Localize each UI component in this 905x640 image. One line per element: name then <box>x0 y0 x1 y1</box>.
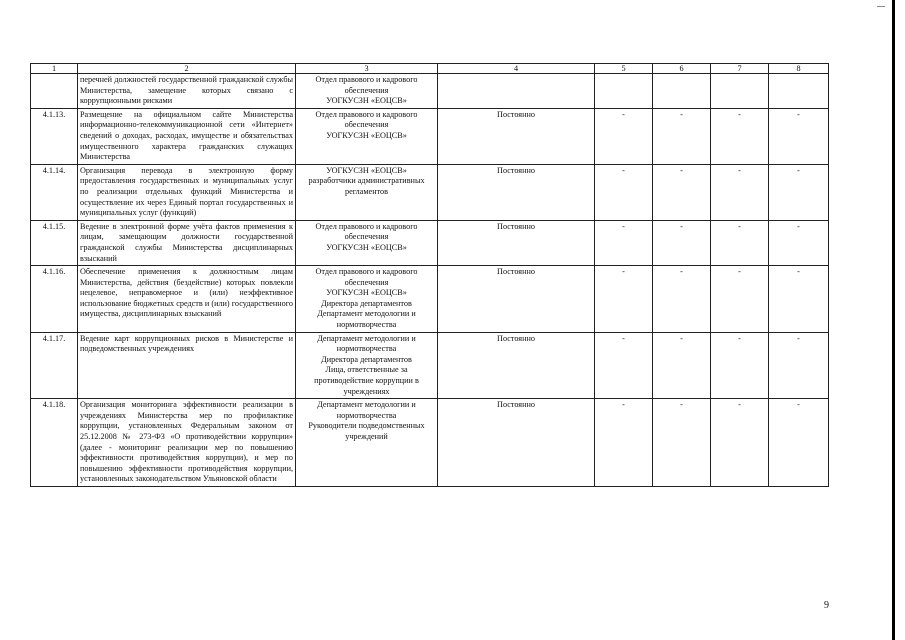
responsible-cell <box>296 332 438 399</box>
table-row <box>31 108 829 164</box>
value-cell-c6: - <box>653 399 711 487</box>
value-cell-c5: - <box>595 220 653 265</box>
item-number-cell: 4.1.16. <box>31 266 78 333</box>
measure-text-cell: Размещение на официальном сайте Министерства информационно-телекоммуникационной сети «Интернет» сведений о доходах, расходах, имуществе и обязательствах имущественного характера гражданских служащих Министерства <box>78 108 296 164</box>
value-cell-c7: - <box>711 399 769 487</box>
term-cell: Постоянно <box>438 266 595 333</box>
value-cell-c6: - <box>653 332 711 399</box>
responsible-line: УОГКУСЗН «ЕОЦСВ» <box>326 130 407 140</box>
page-edge-line <box>892 0 895 640</box>
value-cell-c6: - <box>653 108 711 164</box>
responsible-line: УОГКУСЗН «ЕОЦСВ» <box>326 96 407 106</box>
term-cell: Постоянно <box>438 108 595 164</box>
responsible-line: Отдел правового и кадрового обеспечения <box>315 75 418 95</box>
header-cell: 7 <box>711 64 769 74</box>
header-cell: 2 <box>78 64 296 74</box>
value-cell-c7: - <box>711 332 769 399</box>
measure-text-cell: Организация мониторинга эффективности реализации в учреждениях Министерства мер по профилактике коррупции, установленных Федеральным законом от 25.12.2008 № 273-ФЗ «О противодействии коррупции» (далее - мониторинг реализации мер по повышению эффективности противодействия коррупции), и мер по повышению эффективности противодействия коррупции, установленных законодательством Ульяновской области <box>78 399 296 487</box>
responsible-line: УОГКУСЗН «ЕОЦСВ» <box>326 165 407 175</box>
table-row <box>31 266 829 333</box>
responsible-line: Директора департаментов <box>321 354 412 364</box>
measure-text-cell: Организация перевода в электронную форму предоставления государственных и муниципальных услуг по реализации отдельных функций Министерства и осуществление их через Единый портал государственных и муниципальных услуг (функций) <box>78 164 296 220</box>
value-cell-c8 <box>769 74 829 109</box>
responsible-line: УОГКУСЗН «ЕОЦСВ» <box>326 242 407 252</box>
responsible-line: Руководители подведомственных учреждений <box>308 421 425 441</box>
term-cell: Постоянно <box>438 220 595 265</box>
header-cell: 6 <box>653 64 711 74</box>
responsible-line: Отдел правового и кадрового обеспечения <box>315 109 418 130</box>
responsible-cell <box>296 164 438 220</box>
responsible-line: Департамент методологии и нормотворчества <box>317 333 416 354</box>
term-cell: Постоянно <box>438 399 595 487</box>
table-row <box>31 164 829 220</box>
header-cell: 3 <box>296 64 438 74</box>
item-number-cell <box>31 74 78 109</box>
responsible-line: разработчики административных регламентов <box>308 176 425 196</box>
value-cell-c7: - <box>711 108 769 164</box>
responsible-line: Директора департаментов <box>321 298 412 308</box>
term-cell: Постоянно <box>438 164 595 220</box>
page-number: 9 <box>824 600 829 611</box>
measure-text-cell: перечней должностей государственной гражданской службы Министерства, замещение которых связано с коррупционными рисками <box>78 74 296 109</box>
table-row <box>31 399 829 487</box>
item-number-cell: 4.1.13. <box>31 108 78 164</box>
table-row <box>31 220 829 265</box>
measure-text-cell: Обеспечение применения к должностным лицам Министерства, действия (бездействие) которых повлекли нецелевое, неправомерное и (или) неэффективное использование бюджетных средств и (или) государственного имущества, дисциплинарных взысканий <box>78 266 296 333</box>
value-cell-c7: - <box>711 220 769 265</box>
responsible-line: Департамент методологии и нормотворчества <box>317 309 416 330</box>
item-number-cell: 4.1.15. <box>31 220 78 265</box>
value-cell-c8: - <box>769 332 829 399</box>
header-cell: 4 <box>438 64 595 74</box>
table-row <box>31 332 829 399</box>
value-cell-c5: - <box>595 108 653 164</box>
header-row <box>31 64 829 74</box>
responsible-cell <box>296 220 438 265</box>
value-cell-c6: - <box>653 164 711 220</box>
value-cell-c8: - <box>769 220 829 265</box>
responsible-line: Отдел правового и кадрового обеспечения <box>315 267 418 287</box>
responsible-cell <box>296 74 438 109</box>
header-cell: 8 <box>769 64 829 74</box>
value-cell-c6: - <box>653 220 711 265</box>
responsible-line: УОГКУСЗН «ЕОЦСВ» <box>326 288 407 298</box>
value-cell-c8: - <box>769 108 829 164</box>
term-cell: Постоянно <box>438 332 595 399</box>
value-cell-c6: - <box>653 266 711 333</box>
value-cell-c8: - <box>769 266 829 333</box>
value-cell-c7: - <box>711 266 769 333</box>
scan-mark <box>877 6 885 7</box>
value-cell-c8: - <box>769 164 829 220</box>
value-cell-c5: - <box>595 332 653 399</box>
responsible-cell <box>296 266 438 333</box>
responsible-line: Лица, ответственные за противодействие коррупции в учреждениях <box>314 365 419 396</box>
measure-text-cell: Ведение в электронной форме учёта фактов применения к лицам, замещающим должности государственной гражданской службы Министерства дисциплинарных взысканий <box>78 220 296 265</box>
header-cell: 5 <box>595 64 653 74</box>
value-cell-c5: - <box>595 399 653 487</box>
value-cell-c6 <box>653 74 711 109</box>
responsible-cell <box>296 399 438 487</box>
measures-table <box>30 63 829 487</box>
value-cell-c5: - <box>595 266 653 333</box>
item-number-cell: 4.1.14. <box>31 164 78 220</box>
item-number-cell: 4.1.18. <box>31 399 78 487</box>
item-number-cell: 4.1.17. <box>31 332 78 399</box>
responsible-cell <box>296 108 438 164</box>
responsible-line: Отдел правового и кадрового обеспечения <box>315 221 418 242</box>
header-cell: 1 <box>31 64 78 74</box>
term-cell <box>438 74 595 109</box>
measure-text-cell: Ведение карт коррупционных рисков в Министерстве и подведомственных учреждениях <box>78 332 296 399</box>
value-cell-c7 <box>711 74 769 109</box>
value-cell-c7: - <box>711 164 769 220</box>
value-cell-c8: - <box>769 399 829 487</box>
value-cell-c5 <box>595 74 653 109</box>
responsible-line: Департамент методологии и нормотворчества <box>317 400 416 420</box>
value-cell-c5: - <box>595 164 653 220</box>
table-row <box>31 74 829 109</box>
